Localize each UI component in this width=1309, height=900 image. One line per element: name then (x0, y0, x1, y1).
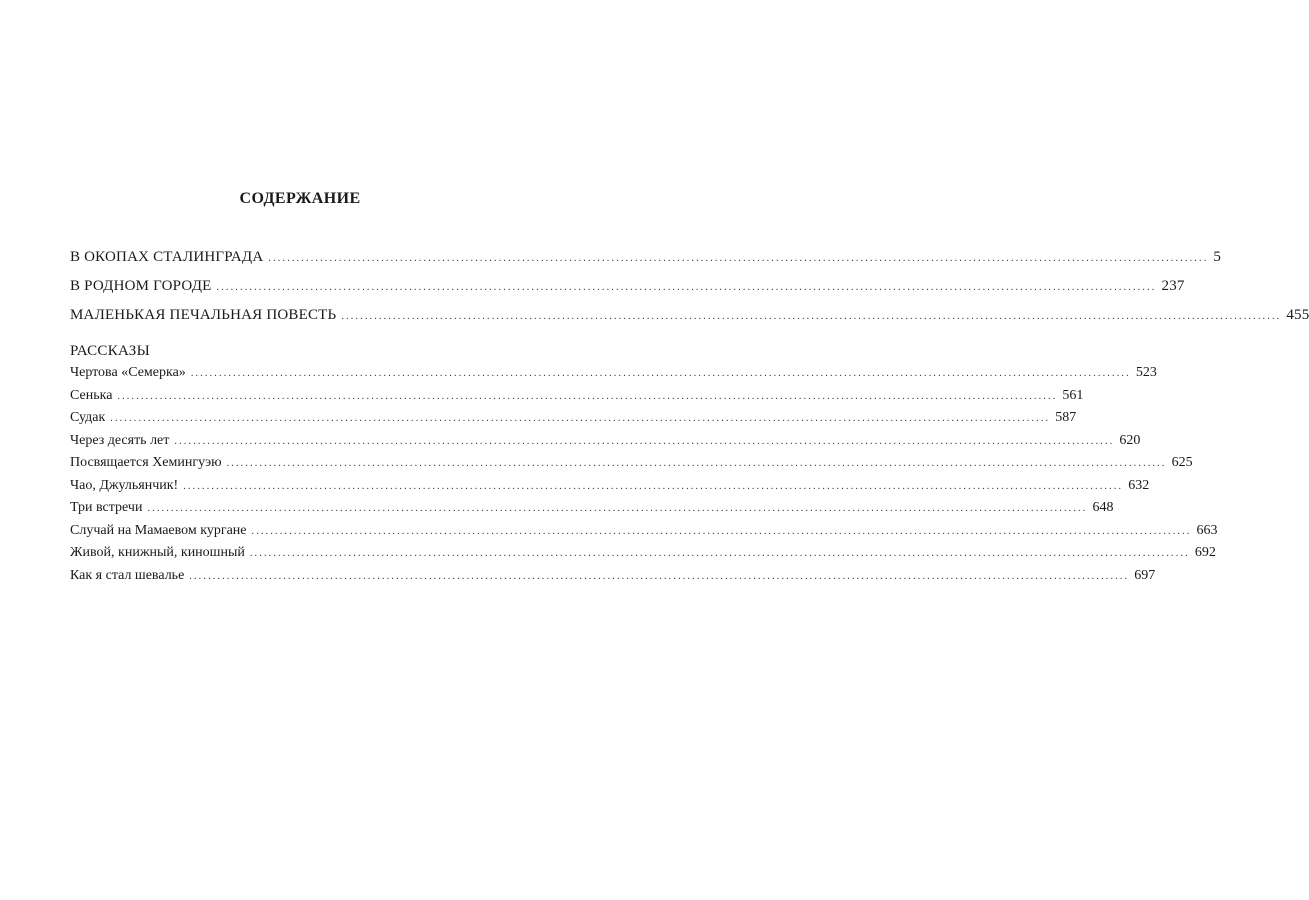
toc-entry (70, 477, 1150, 501)
entry-page-number: 523 (1135, 365, 1157, 380)
entry-page-number: 648 (1092, 500, 1114, 515)
entry-title: Судак (70, 410, 106, 425)
dot-leader: ........................................................................................................................................................................................................ (249, 548, 1190, 559)
dot-leader: ........................................................................................................................................................................................................ (183, 480, 1124, 492)
entry-title: Живой, книжный, киношный (70, 545, 245, 560)
entry-title: Сенька (70, 387, 113, 403)
entry-title: В ОКОПАХ СТАЛИНГРАДА (70, 249, 264, 265)
dot-leader: ........................................................................................................................................................................................................ (174, 435, 1115, 447)
entry-page-number: 561 (1062, 387, 1084, 403)
entry-page-number: 455 (1286, 307, 1309, 323)
toc-entry (70, 567, 1156, 591)
dot-leader: ........................................................................................................................................................................................................ (147, 503, 1088, 514)
stories-heading: РАССКАЗЫ (70, 343, 150, 359)
entry-title: Чертова «Семерка» (70, 365, 186, 380)
main-works-list (70, 249, 1309, 336)
dot-leader: ........................................................................................................................................................................................................ (110, 413, 1051, 424)
toc-entry (70, 455, 1193, 478)
entry-title: Три встречи (70, 500, 143, 515)
dot-leader: ........................................................................................................................................................................................................ (216, 282, 1157, 293)
toc-entry (70, 278, 1185, 307)
dot-leader: ........................................................................................................................................................................................................ (251, 525, 1192, 537)
entry-title: Случай на Мамаевом кургане (70, 522, 247, 538)
toc-entry (70, 522, 1218, 546)
entry-page-number: 697 (1134, 567, 1156, 583)
dot-leader: ........................................................................................................................................................................................................ (189, 570, 1130, 582)
entry-page-number: 620 (1119, 432, 1141, 448)
dot-leader: ........................................................................................................................................................................................................ (190, 368, 1131, 379)
dot-leader: ........................................................................................................................................................................................................ (341, 311, 1282, 322)
toc-entry (70, 545, 1216, 568)
entry-title: В РОДНОМ ГОРОДЕ (70, 278, 212, 294)
entry-page-number: 632 (1128, 477, 1150, 493)
dot-leader: ........................................................................................................................................................................................................ (226, 458, 1167, 469)
entry-title: Как я стал шевалье (70, 567, 185, 583)
toc-entry (70, 432, 1141, 456)
entry-title: Чао, Джульянчик! (70, 477, 179, 493)
entry-page-number: 663 (1196, 522, 1218, 538)
toc-entry (70, 249, 1222, 278)
dot-leader: ........................................................................................................................................................................................................ (268, 253, 1209, 264)
toc-entry (70, 365, 1157, 388)
stories-section (70, 343, 1218, 590)
entry-page-number: 625 (1171, 455, 1193, 470)
entry-title: Через десять лет (70, 432, 170, 448)
entry-title: МАЛЕНЬКАЯ ПЕЧАЛЬНАЯ ПОВЕСТЬ (70, 307, 337, 323)
toc-title: СОДЕРЖАНИЕ (239, 190, 361, 207)
dot-leader: ........................................................................................................................................................................................................ (117, 390, 1058, 402)
toc-entry (70, 307, 1309, 336)
entry-page-number: 587 (1055, 410, 1077, 425)
toc-entry (70, 387, 1084, 411)
entry-page-number: 237 (1161, 278, 1185, 294)
entry-page-number: 5 (1213, 249, 1222, 265)
entry-page-number: 692 (1194, 545, 1216, 560)
entry-title: Посвящается Хемингуэю (70, 455, 222, 470)
toc-entry (70, 410, 1077, 433)
toc-entry (70, 500, 1114, 523)
